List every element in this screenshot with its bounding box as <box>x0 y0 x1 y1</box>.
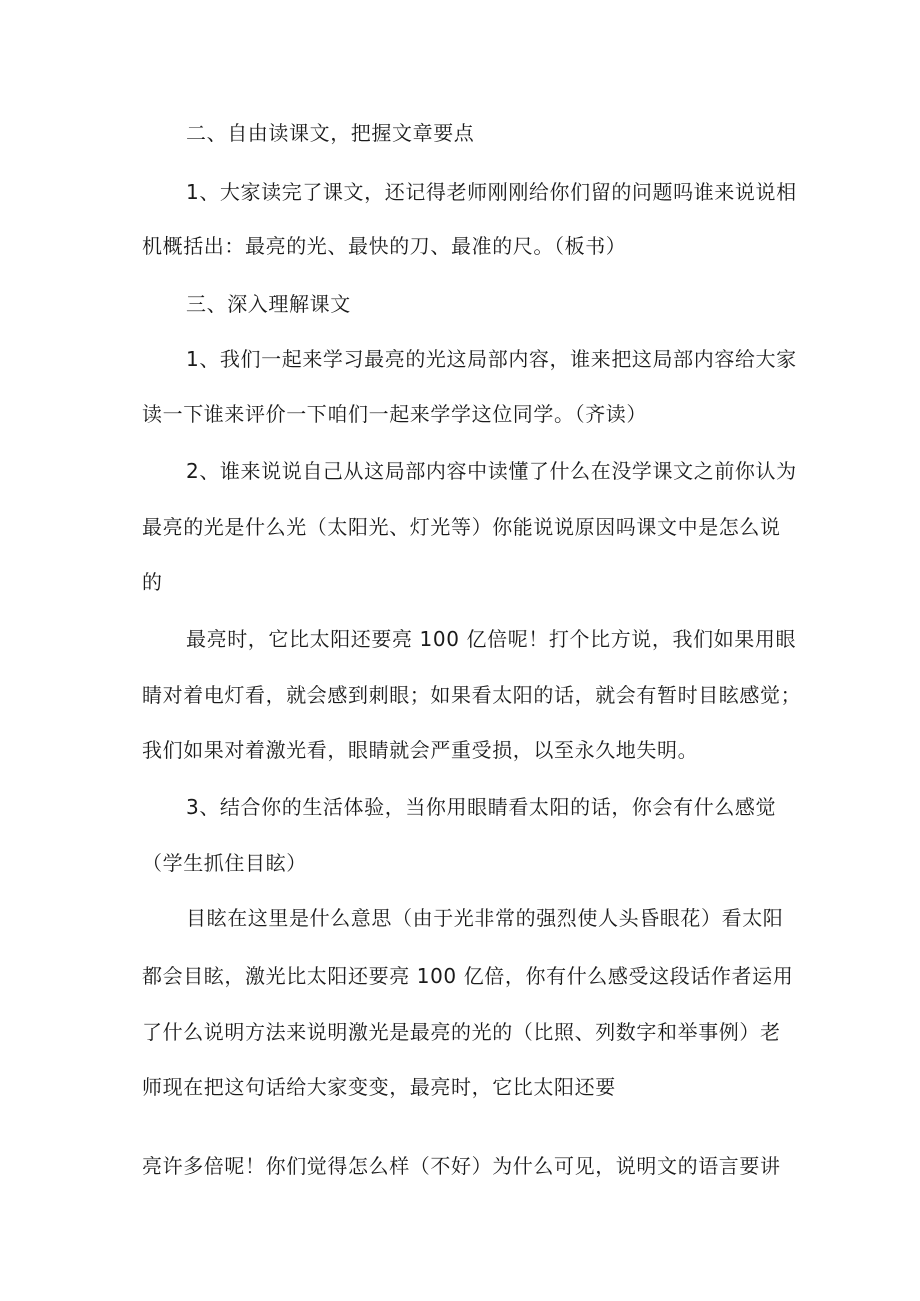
paragraph-line: 1、大家读完了课文，还记得老师刚刚给你们留的问题吗谁来说说相 <box>186 180 797 204</box>
paragraph-line: 最亮的光是什么光（太阳光、灯光等）你能说说原因吗课文中是怎么说 <box>142 515 781 539</box>
heading-free-reading: 二、自由读课文，把握文章要点 <box>186 121 475 145</box>
heading-deep-understanding: 三、深入理解课文 <box>186 292 351 316</box>
paragraph-line: 目眩在这里是什么意思（由于光非常的强烈使人头昏眼花）看太阳 <box>186 906 784 930</box>
paragraph-line: 睛对着电灯看，就会感到刺眼；如果看太阳的话，就会有暂时目眩感觉； <box>142 683 802 707</box>
paragraph-line: 3、结合你的生活体验，当你用眼睛看太阳的话，你会有什么感觉 <box>186 795 777 819</box>
paragraph-line: 最亮时，它比太阳还要亮 100 亿倍呢！打个比方说，我们如果用眼 <box>186 627 797 651</box>
paragraph-line: （学生抓住目眩） <box>142 851 307 875</box>
paragraph-line: 2、谁来说说自己从这局部内容中读懂了什么在没学课文之前你认为 <box>186 459 797 483</box>
paragraph-line: 的 <box>142 570 163 594</box>
paragraph-line: 亮许多倍呢！你们觉得怎么样（不好）为什么可见，说明文的语言要讲 <box>142 1154 781 1178</box>
paragraph-line: 师现在把这句话给大家变变，最亮时，它比太阳还要 <box>142 1075 616 1099</box>
paragraph-line: 机概括出：最亮的光、最快的刀、最准的尺。（板书） <box>142 234 627 258</box>
paragraph-line: 我们如果对着激光看，眼睛就会严重受损，以至永久地失明。 <box>142 738 699 762</box>
paragraph-line: 读一下谁来评价一下咱们一起来学学这位同学。（齐读） <box>142 402 647 426</box>
paragraph-line: 1、我们一起来学习最亮的光这局部内容，谁来把这局部内容给大家 <box>186 347 797 371</box>
paragraph-line: 了什么说明方法来说明激光是最亮的光的（比照、列数字和举事例）老 <box>142 1020 781 1044</box>
paragraph-line: 都会目眩，激光比太阳还要亮 100 亿倍，你有什么感受这段话作者运用 <box>142 964 794 988</box>
